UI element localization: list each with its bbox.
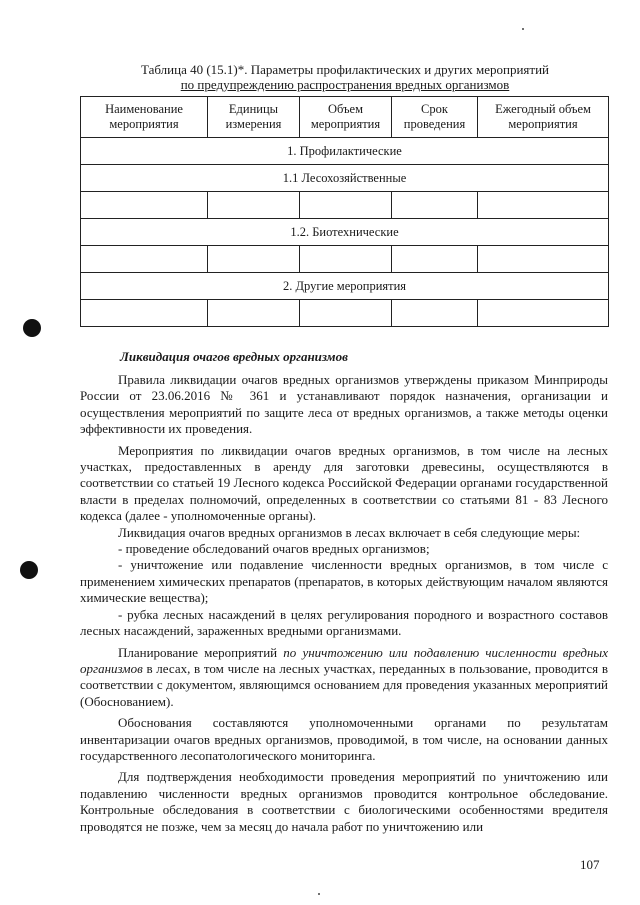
table-caption (80, 62, 610, 92)
page-number: 107 (580, 857, 600, 872)
table-section-row (81, 165, 609, 192)
list-item: - проведение обследований очагов вредных организмов; (118, 541, 430, 557)
table-cell (300, 192, 392, 219)
section-label: 1. Профилактические (81, 138, 609, 165)
table-cell (208, 246, 300, 273)
table-cell (392, 192, 478, 219)
paragraph: Мероприятия по ликвидации очагов вредных организмов, в том числе на лесных участках, предоставленных в аренду для заготовки древесины, осуществляются в соответствии со статьей 19 Лесного кодекса Российской Федерации органами государственной власти в пределах полномочий, определенных в соответствии со статьями 81 - 83 Лесного кодекса (далее - уполномоченные органы). (80, 442, 608, 524)
list-item: - рубка лесных насаждений в целях регулирования породного и возрастного составов лесных насаждений, зараженных вредными организмами. (80, 606, 608, 639)
table-cell (300, 246, 392, 273)
table-section-row (81, 219, 609, 246)
scan-speck (318, 893, 320, 895)
table-cell (81, 192, 208, 219)
binder-hole-icon (23, 319, 41, 337)
table-cell (392, 300, 478, 327)
table-header-row (81, 97, 609, 138)
parameters-table (80, 96, 609, 327)
table-cell (208, 300, 300, 327)
table-cell (208, 192, 300, 219)
paragraph: Обоснования составляются уполномоченными органами по результатам инвентаризации очагов вредных организмов, проводимой, в том числе, на основании данных государственного лесопатологического мониторинга. (80, 715, 608, 763)
list-item: - уничтожение или подавление численности вредных организмов, в том числе с применением химических препаратов (препаратов, в которых действующим началом являются химические вещества); (80, 557, 608, 606)
section-heading: Ликвидация очагов вредных организмов (120, 349, 348, 364)
table-cell (300, 300, 392, 327)
table-cell (81, 300, 208, 327)
paragraph (80, 645, 608, 711)
table-row (81, 246, 609, 273)
section-label: 2. Другие мероприятия (81, 273, 609, 300)
table-cell (81, 246, 208, 273)
paragraph-end: в лесах, в том числе на лесных участках, переданных в пользование, проводится в соответствии с документом, являющимся основанием для проведения указанных мероприятий (Обоснованием). (80, 660, 608, 709)
body-text (80, 372, 608, 835)
header-name: Наименование мероприятия (81, 97, 208, 138)
section-label: 1.1 Лесохозяйственные (81, 165, 609, 192)
table-row (81, 300, 609, 327)
scan-speck (522, 28, 524, 30)
paragraph: Правила ликвидации очагов вредных организмов утверждены приказом Минприроды России от 23.06.2016 № 361 и устанавливают порядок назначения, организации и осуществления мероприятий по защите леса от вредных организмов, а также методы оценки эффективности их проведения. (80, 372, 608, 437)
paragraph: Для подтверждения необходимости проведения мероприятий по уничтожению или подавлению численности вредных организмов проводится контрольное обследование. Контрольные обследования в соответствии с биологическими особенностями вредителя проводятся не позже, чем за месяц до начала работ по уничтожению или (80, 769, 608, 834)
table-caption-line-2: по предупреждению распространения вредных организмов (180, 77, 510, 92)
header-units: Единицы измерения (208, 97, 300, 138)
header-annual-volume: Ежегодный объем мероприятия (478, 97, 609, 138)
header-term: Срок проведения (392, 97, 478, 138)
header-volume: Объем мероприятия (300, 97, 392, 138)
binder-hole-icon (20, 561, 38, 579)
table-cell (392, 246, 478, 273)
table-cell (478, 192, 609, 219)
paragraph: Ликвидация очагов вредных организмов в лесах включает в себя следующие меры: (118, 524, 581, 540)
table-section-row (81, 273, 609, 300)
section-label: 1.2. Биотехнические (81, 219, 609, 246)
table-cell (478, 246, 609, 273)
table-caption-line-1: Таблица 40 (15.1)*. Параметры профилактических и других мероприятий (141, 62, 549, 77)
table-section-row (81, 138, 609, 165)
table-cell (478, 300, 609, 327)
paragraph-start: Планирование мероприятий (118, 644, 284, 660)
table-row (81, 192, 609, 219)
paragraph-italic: по уничтожению или подавлению численности вредных организмов (80, 644, 608, 676)
